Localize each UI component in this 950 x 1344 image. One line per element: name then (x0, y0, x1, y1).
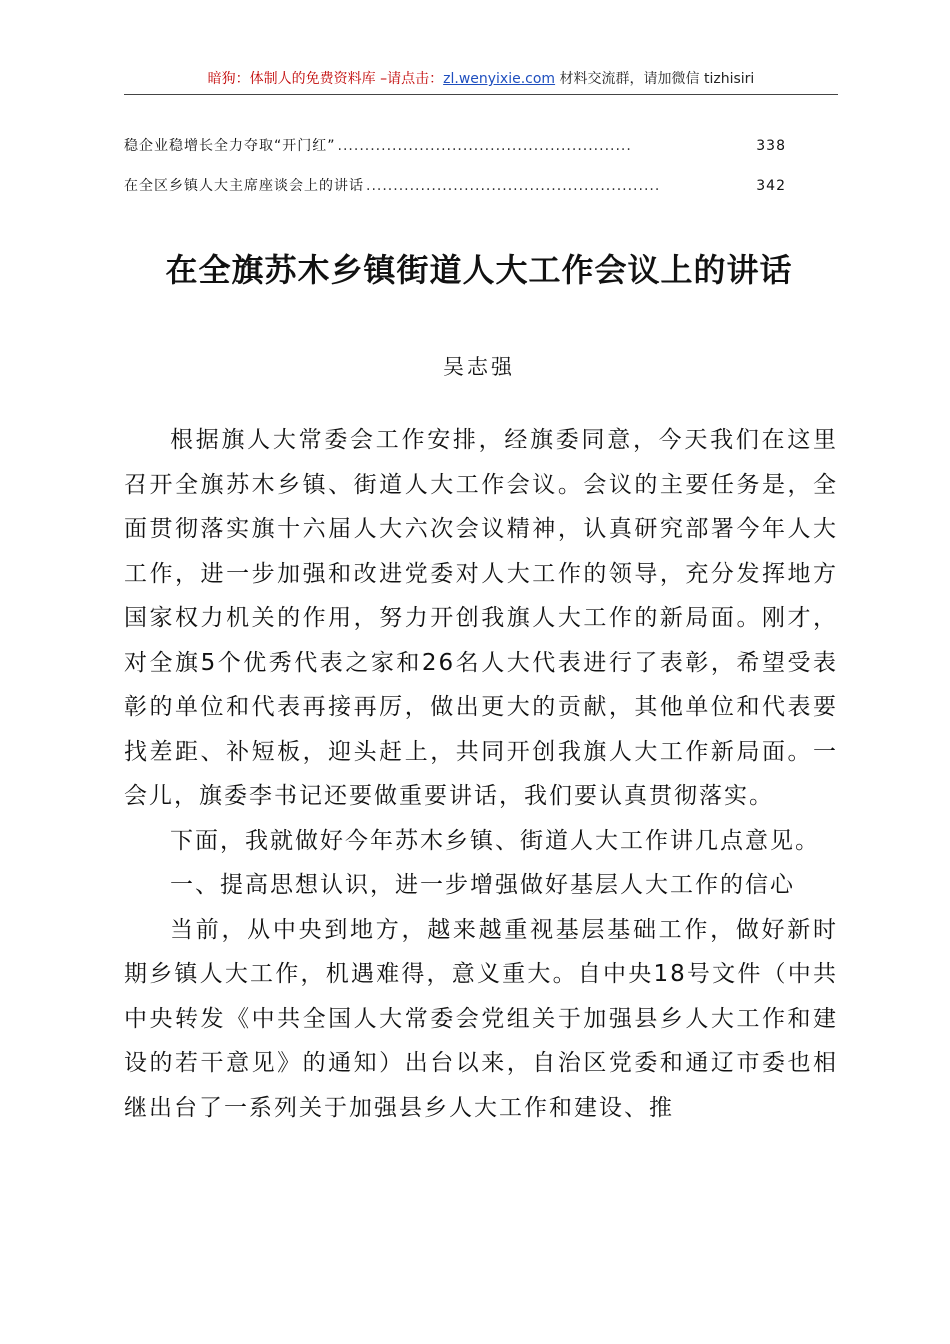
toc-leader-dots: ...................................................... (366, 178, 661, 194)
header-site-name: 暗狗：体制人的免费资料库 (207, 71, 376, 87)
toc-entry-title: 稳企业稳增长全力夺取“开门红” (124, 138, 336, 154)
author-name: 吴志强 (443, 355, 515, 379)
toc-entry[interactable] (124, 173, 786, 213)
toc-entry-title: 在全区乡镇人大主席座谈会上的讲话 (124, 178, 364, 194)
body-paragraph: 根据旗人大常委会工作安排，经旗委同意，今天我们在这里召开全旗苏木乡镇、街道人大工作会议。会议的主要任务是，全面贯彻落实旗十六届人大六次会议精神，认真研究部署今年人大工作，进一步加强和改进党委对人大工作的领导，充分发挥地方国家权力机关的作用，努力开创我旗人大工作的新局面。刚才，对全旗5个优秀代表之家和26名人大代表进行了表彰，希望受表彰的单位和代表再接再厉，做出更大的贡献，其他单位和代表要找差距、补短板，迎头赶上，共同开创我旗人大工作新局面。一会儿，旗委李书记还要做重要讲话，我们要认真贯彻落实。 (124, 427, 838, 809)
table-of-contents (124, 133, 786, 213)
toc-entry[interactable] (124, 133, 786, 173)
body-paragraph: 当前，从中央到地方，越来越重视基层基础工作，做好新时期乡镇人大工作，机遇难得，意义重大。自中央18号文件（中共中央转发《中共全国人大常委会党组关于加强县乡人大工作和建设的若干意见》的通知）出台以来，自治区党委和通辽市委也相继出台了一系列关于加强县乡人大工作和建设、推 (124, 916, 838, 1121)
section-heading: 一、提高思想认识，进一步增强做好基层人大工作的信心 (170, 872, 795, 898)
header-link[interactable]: zl.wenyixie.com (443, 71, 556, 87)
document-body (124, 418, 838, 1130)
header-wechat-note: 材料交流群，请加微信 tizhisiri (555, 71, 755, 87)
toc-leader-dots: ...................................................... (337, 138, 632, 154)
body-paragraph: 下面，我就做好今年苏木乡镇、街道人大工作讲几点意见。 (170, 827, 820, 854)
page-header (124, 64, 838, 95)
toc-entry-page: 338 (756, 138, 786, 154)
toc-entry-page: 342 (756, 178, 786, 194)
document-title: 在全旗苏木乡镇街道人大工作会议上的讲话 (165, 251, 793, 289)
header-click-prompt: –请点击： (375, 71, 444, 87)
